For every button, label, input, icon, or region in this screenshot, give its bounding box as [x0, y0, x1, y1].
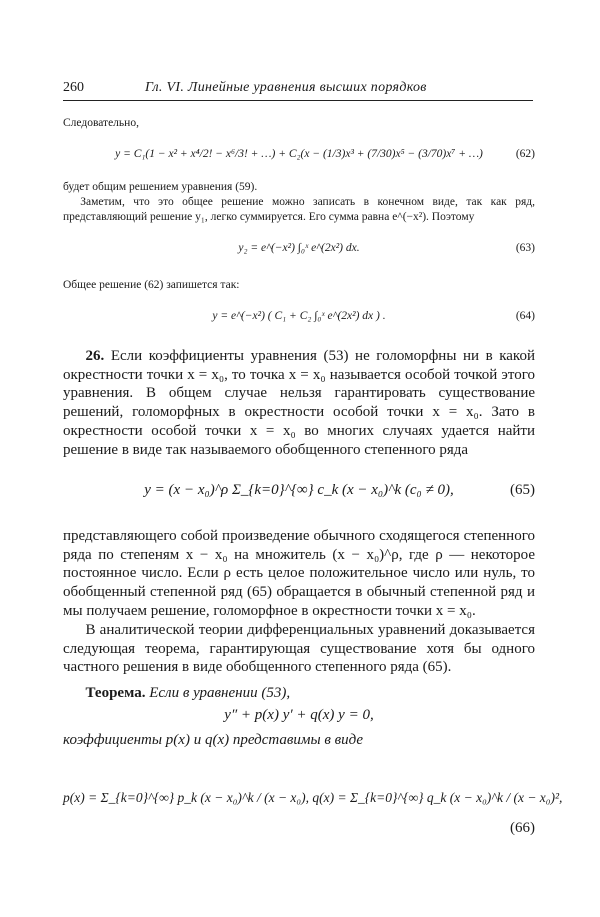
- running-head: Гл. VI. Линейные уравнения высших порядков: [145, 80, 427, 95]
- equation-64-formula: y = e^(−x²) ( C₁ + C₂ ∫₀ˣ e^(2x²) dx ) .: [212, 310, 386, 322]
- section-26-paragraph: [63, 347, 535, 459]
- equation-62-formula: y = C₁(1 − x² + x⁴/2! − x⁶/3! + …) + C₂(x − (1/3)x³ + (7/30)x⁵ − (3/70)x⁷ + …): [115, 148, 483, 160]
- paragraph-analytic-theory: В аналитической теории дифференциальных уравнений доказывается следующая теорема, гарантирующая существование хотя бы одного частного решения в виде обобщенного степенного ряда (65).: [63, 622, 535, 676]
- equation-62-number: (62): [515, 148, 535, 160]
- page-number: 260: [63, 80, 84, 95]
- section-number: 26.: [85, 348, 105, 364]
- paragraph-general-solution-2: Общее решение (62) запишется так:: [63, 279, 240, 291]
- paragraph-represent: представляющего собой произведение обычного сходящегося степенного ряда по степеням x − x₀ на множитель (x − x₀)^ρ, где ρ — некоторое постоянное число. Если ρ есть целое положительное число или нуль, то обобщенный степенной ряд (65) обращается в обычный степенной ряд и мы получаем решение, голоморфное в окрестности точки x = x₀.: [63, 528, 535, 619]
- paragraph-coefficients: коэффициенты p(x) и q(x) представимы в виде: [63, 732, 364, 748]
- equation-63-formula: y₂ = e^(−x²) ∫₀ˣ e^(2x²) dx.: [238, 242, 360, 254]
- intro-word: Следовательно,: [63, 117, 139, 129]
- theorem-text: Если в уравнении (53),: [149, 685, 291, 701]
- theorem-paragraph: [63, 684, 535, 703]
- theorem-label: Теорема.: [85, 685, 146, 701]
- equation-62: [63, 148, 535, 160]
- equation-65-formula: y = (x − x₀)^ρ Σ_{k=0}^{∞} c_k (x − x₀)^k (c₀ ≠ 0),: [144, 482, 454, 498]
- equation-66-formula: p(x) = Σ_{k=0}^{∞} p_k (x − x₀)^k / (x − x₀), q(x) = Σ_{k=0}^{∞} q_k (x − x₀)^k / (x − x₀)²,: [63, 790, 563, 805]
- equation-64: [63, 310, 535, 322]
- paragraph-general-solution: будет общим решением уравнения (59).: [63, 181, 258, 193]
- equation-63: [63, 242, 535, 254]
- section-26-text: Если коэффициенты уравнения (53) не голоморфны ни в какой окрестности точки x = x₀, то точка x = x₀ называется особой точкой этого уравнения. В общем случае нельзя гарантировать существование решений, голоморфных в окрестности особой точки x = x₀. Зато в окрестности особой точки x = x₀ во многих случаях удается найти решение в виде так называемого обобщенного степенного ряда: [63, 348, 535, 458]
- equation-66: [63, 790, 563, 836]
- equation-65: [63, 482, 535, 499]
- page-header: [63, 80, 533, 101]
- equation-64-number: (64): [515, 310, 535, 322]
- equation-66-number: (66): [510, 820, 535, 836]
- equation-ode-formula: y″ + p(x) y′ + q(x) y = 0,: [224, 707, 374, 723]
- equation-ode: [63, 707, 535, 724]
- equation-63-number: (63): [515, 242, 535, 254]
- equation-65-number: (65): [510, 482, 535, 498]
- paragraph-notice: Заметим, что это общее решение можно записать в конечном виде, так как ряд, представляющий решение y₁, легко суммируется. Его сумма равна e^(−x²). Поэтому: [63, 196, 535, 223]
